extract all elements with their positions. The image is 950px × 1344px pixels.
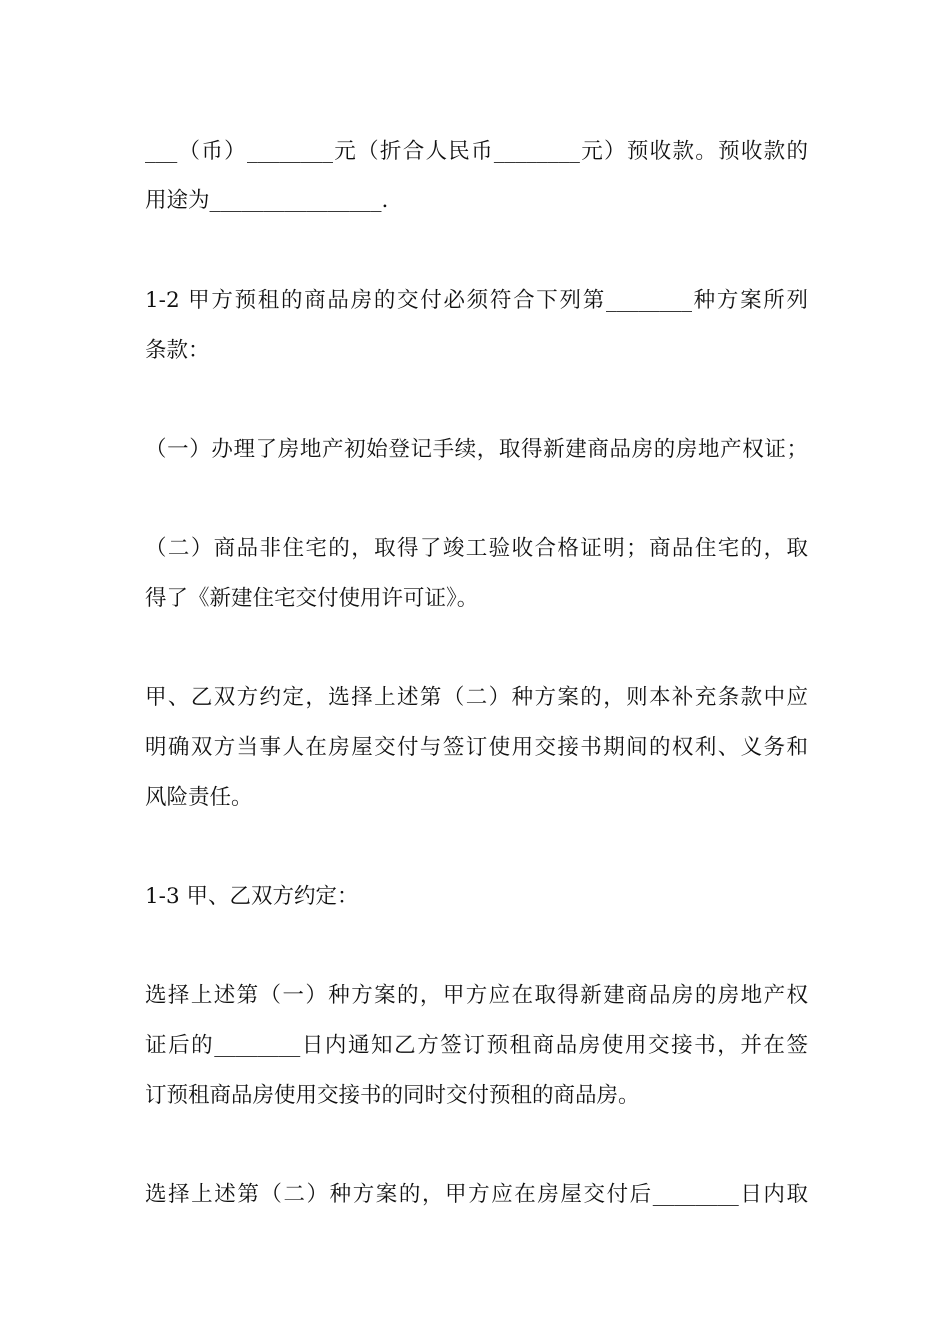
text-line: 得了《新建住宅交付使用许可证》。	[145, 586, 479, 611]
text-line: 用途为________________.	[145, 188, 389, 213]
text-line: 1-3 甲、乙双方约定：	[145, 884, 359, 909]
text-line: （一）办理了房地产初始登记手续，取得新建商品房的房地产权证；	[145, 437, 808, 462]
text-line: 明确双方当事人在房屋交付与签订使用交接书期间的权利、义务和	[145, 735, 808, 760]
text-line: 1-2 甲方预租的商品房的交付必须符合下列第________种方案所列	[145, 288, 808, 313]
text-line: 风险责任。	[145, 785, 253, 810]
text-line: ___（币）________元（折合人民币________元）预收款。预收款的	[145, 139, 808, 164]
text-line: 选择上述第（二）种方案的，甲方应在房屋交付后________日内取	[145, 1182, 808, 1207]
text-line: 选择上述第（一）种方案的，甲方应在取得新建商品房的房地产权	[145, 983, 808, 1008]
text-line: 证后的________日内通知乙方签订预租商品房使用交接书，并在签	[145, 1033, 808, 1058]
text-line: 甲、乙双方约定，选择上述第（二）种方案的，则本补充条款中应	[145, 685, 808, 710]
text-line: 订预租商品房使用交接书的同时交付预租的商品房。	[145, 1083, 640, 1108]
text-line: （二）商品非住宅的，取得了竣工验收合格证明；商品住宅的，取	[145, 536, 808, 561]
text-line: 条款：	[145, 338, 210, 363]
